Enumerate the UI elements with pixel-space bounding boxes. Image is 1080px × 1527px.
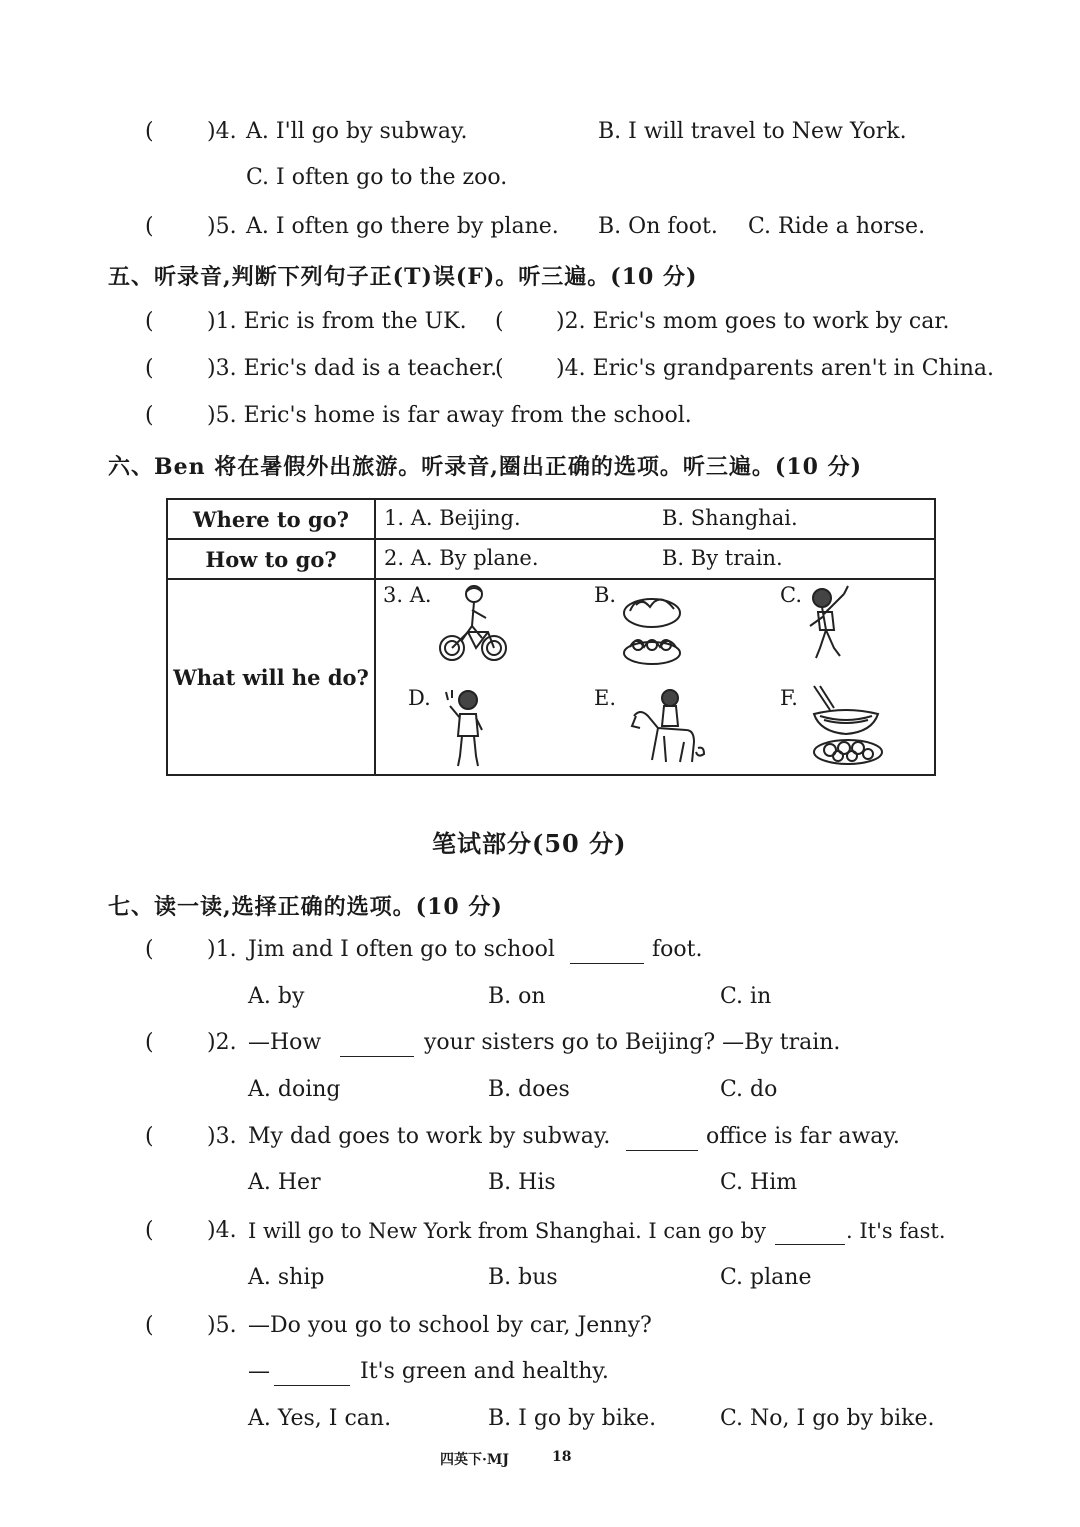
s5-item-1: )1. Eric is from the UK. [207, 309, 467, 334]
paren-s5-q3: ( [145, 356, 154, 381]
s7-q2-text-post: your sisters go to Beijing? —By train. [424, 1030, 841, 1055]
footer-page-number: 18 [552, 1449, 572, 1465]
paren-s5-q5: ( [145, 403, 154, 428]
s7-q5-line2-text: It's green and healthy. [360, 1359, 609, 1384]
s4-q5-num: )5. [207, 214, 237, 239]
s7-q1-text-post: foot. [652, 937, 703, 962]
row-where-question: Where to go? [167, 499, 375, 539]
s7-q5-dash: — [248, 1359, 270, 1384]
s7-q2-option-b: B. does [488, 1077, 570, 1102]
row-how-question: How to go? [167, 539, 375, 579]
option-by-plane: 2. A. By plane. [384, 546, 539, 570]
child-playing-icon [804, 582, 854, 666]
section6-title: 六、Ben 将在暑假外出旅游。听录音,圈出正确的选项。听三遍。(10 分) [108, 454, 863, 480]
s7-q2-option-c: C. do [720, 1077, 778, 1102]
s4-q4-option-c: C. I often go to the zoo. [246, 165, 508, 190]
section7-title: 七、读一读,选择正确的选项。(10 分) [108, 894, 503, 920]
paren-s4-q5: ( [145, 214, 154, 239]
s7-q4-option-b: B. bus [488, 1265, 558, 1290]
s7-q3-text: My dad goes to work by subway. [248, 1124, 611, 1149]
noodles-dumplings-icon [806, 684, 886, 770]
option-shanghai: B. Shanghai. [662, 506, 798, 530]
s7-q2-option-a: A. doing [248, 1077, 341, 1102]
s7-q5-blank [274, 1384, 350, 1386]
s7-q1-option-b: B. on [488, 984, 546, 1009]
s7-q1-blank [570, 962, 644, 964]
pic-label-d: D. [408, 686, 431, 710]
s7-q5-option-b: B. I go by bike. [488, 1406, 657, 1431]
s7-q4-option-c: C. plane [720, 1265, 812, 1290]
written-part-title: 笔试部分(50 分) [432, 829, 627, 858]
s7-q3-blank [626, 1149, 698, 1151]
s7-q1-option-a: A. by [248, 984, 305, 1009]
s7-q4-option-a: A. ship [248, 1265, 325, 1290]
s7-q1-text: Jim and I often go to school [248, 937, 555, 962]
s5-item-5: )5. Eric's home is far away from the school. [207, 403, 692, 428]
s5-item-2: )2. Eric's mom goes to work by car. [556, 309, 950, 334]
s4-q5-option-a: A. I often go there by plane. [246, 214, 559, 239]
s7-q3-num: )3. [207, 1124, 237, 1149]
paren-s5-q1: ( [145, 309, 154, 334]
paren-s7-q1: ( [145, 937, 154, 962]
s5-item-3: )3. Eric's dad is a teacher. [207, 356, 498, 381]
s7-q3-text-post: office is far away. [706, 1124, 900, 1149]
s4-q5-option-b: B. On foot. [598, 214, 718, 239]
s7-q5-option-a: A. Yes, I can. [248, 1406, 392, 1431]
child-talking-icon [440, 686, 490, 772]
paren-s5-q2: ( [495, 309, 504, 334]
option-by-train: B. By train. [662, 546, 783, 570]
s7-q3-option-a: A. Her [248, 1170, 321, 1195]
s5-item-4: )4. Eric's grandparents aren't in China. [556, 356, 995, 381]
s4-q5-option-c: C. Ride a horse. [748, 214, 926, 239]
pic-label-f: F. [780, 686, 798, 710]
section5-title: 五、听录音,判断下列句子正(T)误(F)。听三遍。(10 分) [108, 264, 698, 290]
paren-s7-q3: ( [145, 1124, 154, 1149]
paren-s7-q5: ( [145, 1313, 154, 1338]
pic-label-b: B. [594, 583, 617, 607]
paren-s5-q4: ( [495, 356, 504, 381]
s7-q2-blank [340, 1055, 414, 1057]
s7-q2-num: )2. [207, 1030, 237, 1055]
option-beijing: 1. A. Beijing. [384, 506, 521, 530]
s7-q5-num: )5. [207, 1313, 237, 1338]
s4-q4-option-b: B. I will travel to New York. [598, 119, 907, 144]
s4-q4-option-a: A. I'll go by subway. [246, 119, 468, 144]
s7-q5-option-c: C. No, I go by bike. [720, 1406, 935, 1431]
paren-s7-q4: ( [145, 1218, 154, 1243]
pic-label-c: C. [780, 583, 802, 607]
footer-book-code: 四英下·MJ [440, 1452, 509, 1468]
paren-s4-q4: ( [145, 119, 154, 144]
horse-riding-icon [628, 686, 712, 770]
s7-q4-text-post: . It's fast. [846, 1219, 946, 1243]
s7-q5-text: —Do you go to school by car, Jenny? [248, 1313, 652, 1338]
s7-q2-text: —How [248, 1030, 322, 1055]
bike-riding-icon [438, 582, 510, 666]
pic-label-e: E. [594, 686, 617, 710]
s7-q4-num: )4. [207, 1218, 237, 1243]
pic-label-a: 3. A. [383, 583, 432, 607]
s7-q4-blank [775, 1243, 845, 1245]
s7-q1-option-c: C. in [720, 984, 772, 1009]
paren-s7-q2: ( [145, 1030, 154, 1055]
buns-food-icon [620, 583, 684, 667]
row-how-options [375, 539, 935, 579]
row-activity-question: What will he do? [167, 579, 375, 775]
s7-q3-option-c: C. Him [720, 1170, 798, 1195]
s7-q1-num: )1. [207, 937, 237, 962]
s4-q4-num: )4. [207, 119, 237, 144]
row-where-options [375, 499, 935, 539]
s7-q3-option-b: B. His [488, 1170, 556, 1195]
s7-q4-text: I will go to New York from Shanghai. I can go by [248, 1219, 766, 1243]
